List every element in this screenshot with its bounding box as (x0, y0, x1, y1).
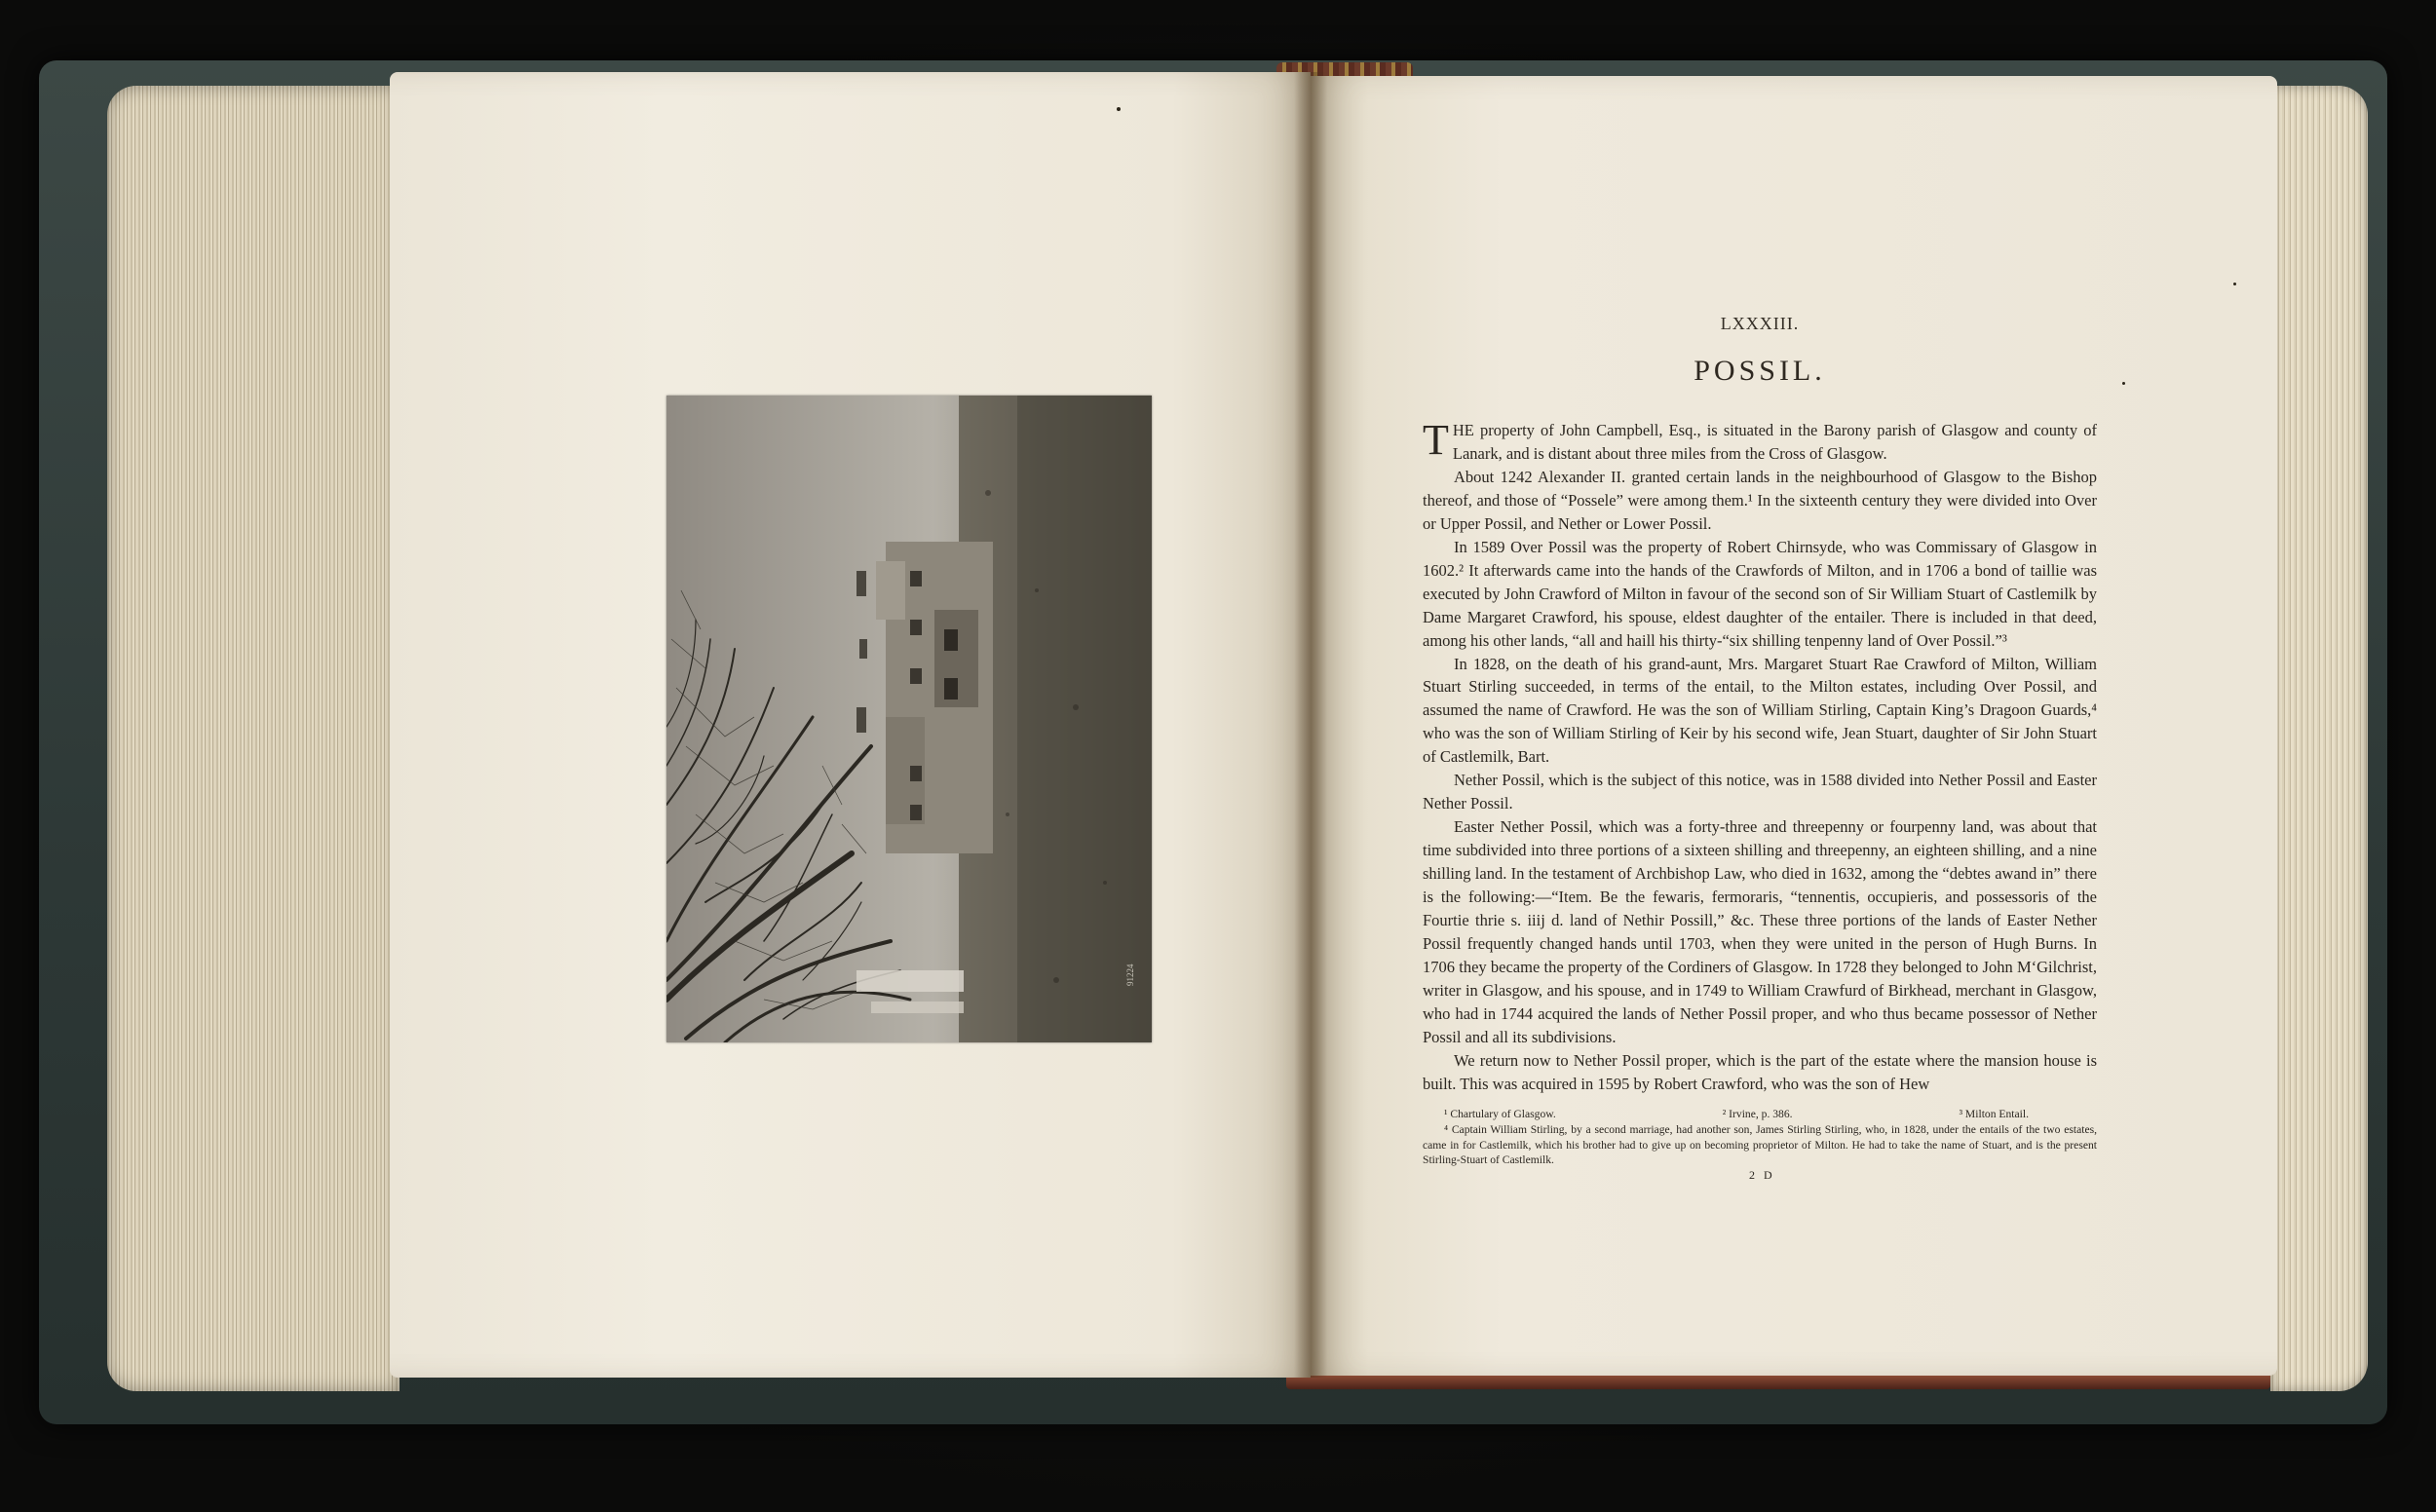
footnote: ⁴ Captain William Stirling, by a second marriage, had another son, James Stirling Stirling, who, in 1828, under the entails of the two estates, came in for Castlemilk, which his brother had to give up on becoming proprietor of Milton. He had to take the name of Stuart, and is the present Stirling-Stuart of Castlemilk. (1423, 1123, 2097, 1166)
photo-inscription: 91224 (1125, 964, 1135, 986)
paragraph: Nether Possil, which is the subject of this notice, was in 1588 divided into Nether Possil and Easter Nether Possil. (1423, 771, 2097, 813)
photograph-image (666, 396, 1152, 1042)
chapter-title: POSSIL. (1694, 355, 1826, 387)
body-text (1423, 416, 2097, 1096)
drop-cap: T (1423, 416, 1449, 464)
footnote: ³ Milton Entail. (1959, 1108, 2029, 1120)
paragraph: THE property of John Campbell, Esq., is situated in the Barony parish of Glasgow and county of Lanark, and is distant about three miles from the Cross of Glasgow. (1423, 416, 2097, 464)
page-speck (2233, 283, 2236, 285)
left-page-edges (107, 86, 400, 1391)
paragraph: In 1828, on the death of his grand-aunt, Mrs. Margaret Stuart Rae Crawford of Milton, William Stuart Stirling succeeded, in terms of the entail, to the Milton estates, including Over Possil, and assumed the name of Crawford. He was the son of William Stirling, Captain King’s Dragoon Guards,⁴ who was the son of William Stirling of Keir by his second wife, Jean Stuart, daughter of Sir John Stuart of Castlemilk, Bart. (1423, 654, 2097, 767)
gutter-shadow (1294, 72, 1327, 1378)
footnote: ² Irvine, p. 386. (1722, 1108, 1793, 1120)
footnote: ¹ Chartulary of Glasgow. (1444, 1108, 1556, 1120)
signature-mark: 2 D (1749, 1168, 1775, 1182)
paragraph: In 1589 Over Possil was the property of Robert Chirnsyde, who was Commissary of Glasgow in 1602.² It afterwards came into the hands of the Crawfords of Milton, and in 1706 a bond of taillie was executed by John Crawford of Milton in favour of the second son of Sir William Stuart of Castlemilk by Dame Margaret Crawford, his spouse, eldest daughter of the entailer. There is included in that deed, among his other lands, “all and haill his thirty-“six shilling tenpenny land of Over Possil.”³ (1423, 537, 2097, 650)
right-page-edges (2270, 86, 2368, 1391)
page-speck (2122, 382, 2125, 385)
paragraph: About 1242 Alexander II. granted certain lands in the neighbourhood of Glasgow to the Bishop thereof, and those of “Possele” were among them.¹ In the sixteenth century they were divided into Over or Upper Possil, and Nether or Lower Possil. (1423, 467, 2097, 533)
chapter-number: LXXXIII. (1720, 314, 1800, 333)
paragraph: Easter Nether Possil, which was a forty-three and threepenny or fourpenny land, was about that time subdivided into three portions of a sixteen shilling and threepenny, an eighteen shilling, and a nine shilling land. In the testament of Archbishop Law, who died in 1632, among the “debtes awand in” there is the following:—“Item. Be the fewaris, fermoraris, “tennentis, occupieris, and possessoris of the Fourtie thrie s. iiij d. land of Nethir Possill,” &c. These three portions of the lands of Easter Nether Possil frequently changed hands until 1703, when they were united in the person of Hugh Burns. In 1706 they became the property of the Cordiners of Glasgow. In 1728 they belonged to John M‘Gilchrist, writer in Glasgow, and his spouse, and in 1749 to William Crawfurd of Birkhead, merchant in Glasgow, who had in 1744 acquired the lands of Nether Possil proper, and who thus became possessor of Nether Possil and all its subdivisions. (1423, 817, 2097, 1046)
page-speck (1117, 107, 1121, 111)
photograph-plate (666, 396, 1152, 1042)
footnotes-row (1423, 1107, 2097, 1122)
paragraph: We return now to Nether Possil proper, which is the part of the estate where the mansion house is built. This was acquired in 1595 by Robert Crawford, who was the son of Hew (1423, 1050, 2097, 1093)
